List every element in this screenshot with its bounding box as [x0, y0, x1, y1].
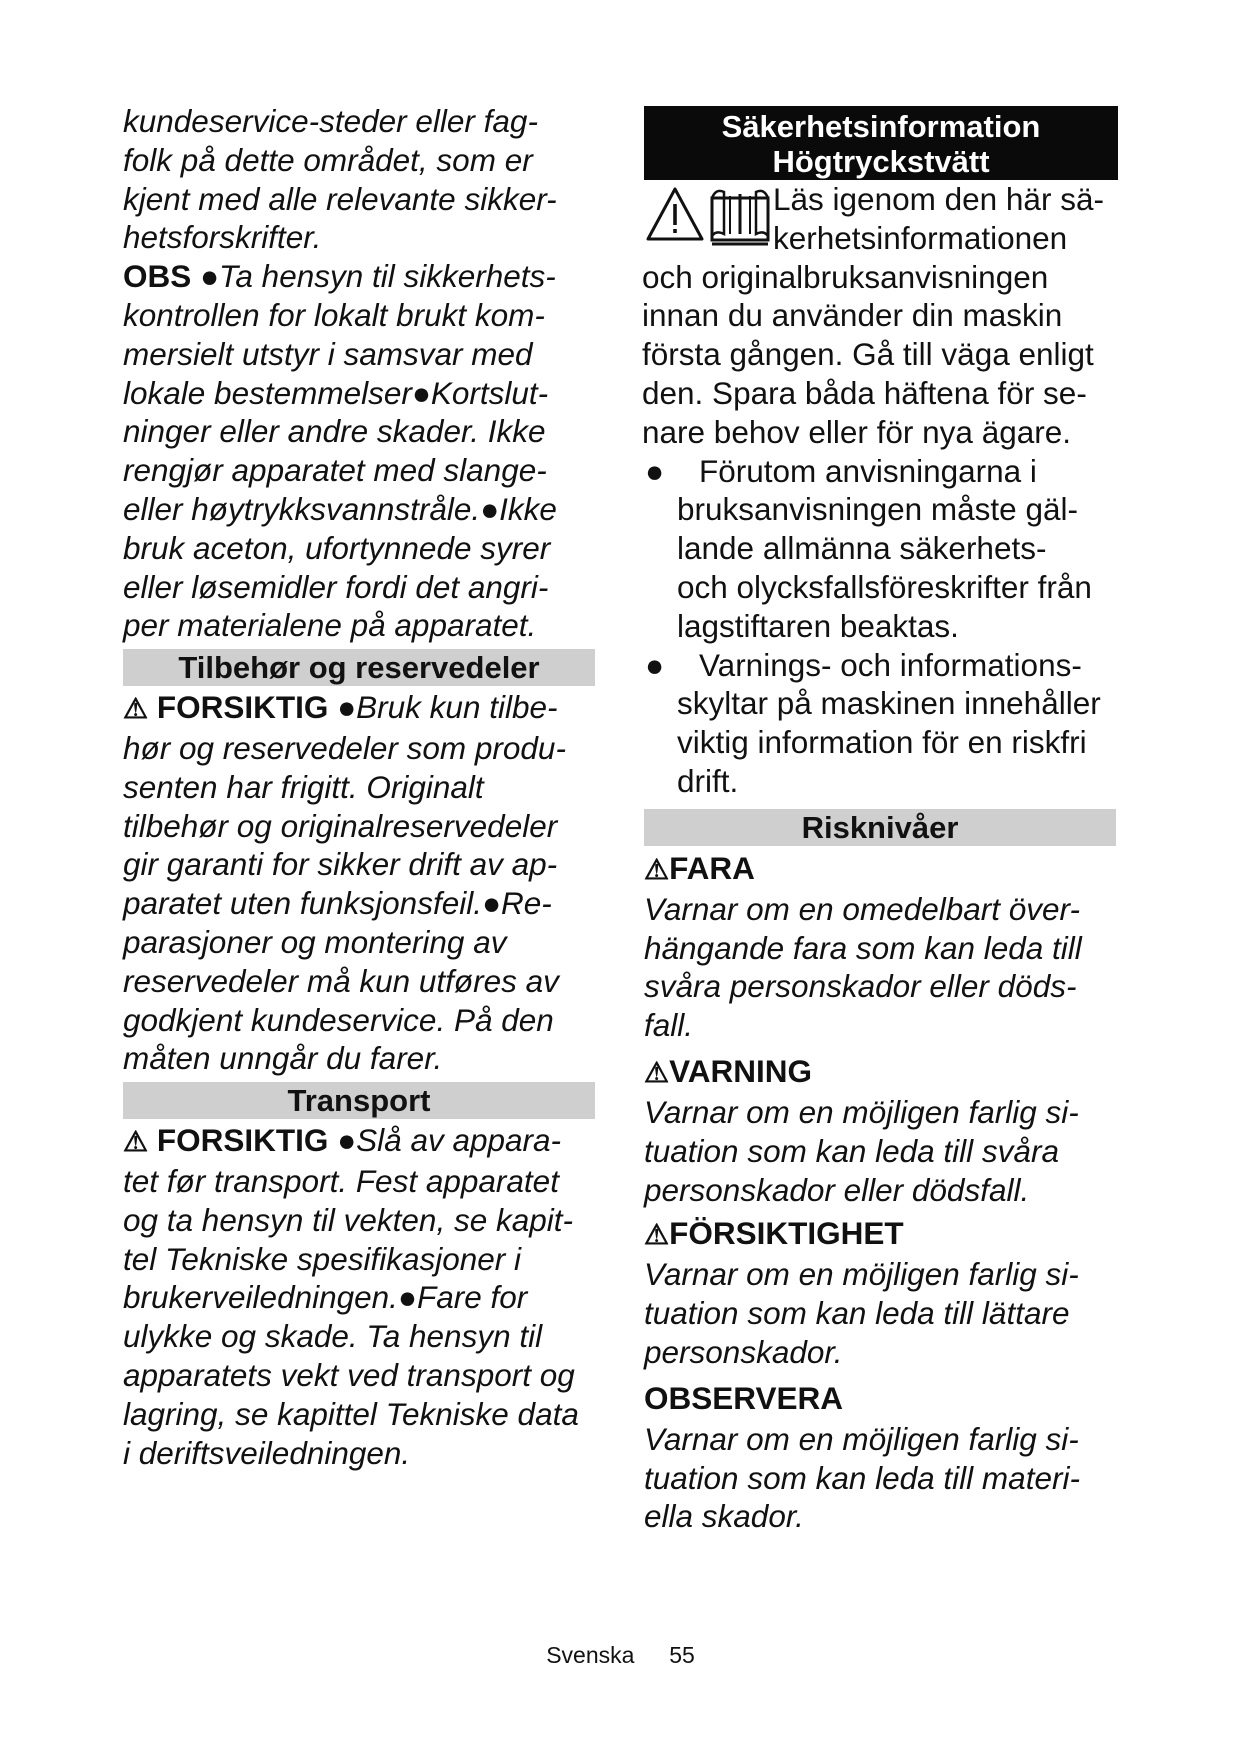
- text-line: tuation som kan leda till materi-: [644, 1459, 1080, 1496]
- risk-level-caution: [644, 1213, 1124, 1371]
- text-line: Läs igenom den här sä-: [773, 181, 1104, 217]
- text-line: Förutom anvisningarna i: [699, 452, 1037, 489]
- text-line: Varnar om en möjligen farlig si-: [644, 1256, 1079, 1293]
- text-line: reservedeler må kun utføres av: [123, 962, 559, 999]
- left-column: [123, 102, 603, 1472]
- text-line: og ta hensyn til vekten, se kapit-: [123, 1201, 573, 1238]
- text-line: ninger eller andre skader. Ikke: [123, 413, 546, 450]
- risk-level-title: ⚠VARNING: [644, 1052, 813, 1089]
- bullet-icon: ●: [645, 646, 665, 683]
- text-line: måten unngår du farer.: [123, 1040, 443, 1077]
- section-heading-transport: Transport: [123, 1082, 595, 1119]
- warning-icon: ⚠: [123, 1126, 149, 1158]
- text-line: parasjoner og montering av: [123, 923, 507, 960]
- text-line: tuation som kan leda till svåra: [644, 1132, 1059, 1169]
- text-line: paratet uten funksjonsfeil.●Re-: [123, 885, 552, 922]
- text-line: personskador.: [644, 1333, 843, 1370]
- text-line: i deriftsveiledningen.: [123, 1434, 411, 1471]
- list-item: [644, 646, 1124, 801]
- section-heading-safety-info: [644, 106, 1118, 180]
- text-line: fall.: [644, 1007, 694, 1044]
- risk-level-text: [644, 1255, 1124, 1371]
- text-line: OBS ●Ta hensyn til sikkerhets-: [123, 258, 556, 295]
- text-line: godkjent kundeservice. På den: [123, 1001, 554, 1038]
- risk-level-danger: [644, 848, 1124, 1045]
- text-line: eller høytrykksvannstråle.●Ikke: [123, 490, 557, 527]
- page-number: 55: [669, 1642, 695, 1668]
- text-line: bruk aceton, ufortynnede syrer: [123, 529, 551, 566]
- text-line: kundeservice-steder eller fag-: [123, 103, 538, 139]
- risk-level-notice: [644, 1378, 1124, 1536]
- text-line: hängande fara som kan leda till: [644, 929, 1082, 966]
- text-line: lande allmänna säkerhets-: [677, 530, 1047, 567]
- text-line: hør og reservedeler som produ-: [123, 729, 566, 766]
- caution-label: FORSIKTIG: [156, 689, 329, 726]
- risk-level-text: [644, 890, 1124, 1045]
- text-line: tilbehør og originalreservedeler: [123, 807, 558, 844]
- text-line: och olycksfallsföreskrifter från: [677, 568, 1092, 605]
- text-line: tel Tekniske spesifikasjoner i: [123, 1240, 522, 1277]
- text-line: tet før transport. Fest apparatet: [123, 1162, 559, 1199]
- text-line: bruksanvisningen måste gäl-: [677, 491, 1078, 528]
- text-line: personskador eller dödsfall.: [644, 1171, 1030, 1208]
- text-line: skyltar på maskinen innehåller: [677, 685, 1101, 722]
- text-line: rengjør apparatet med slange-: [123, 452, 547, 489]
- risk-level-warning: [644, 1051, 1124, 1209]
- text-line: viktig information för en riskfri: [677, 724, 1087, 761]
- risk-level-title: OBSERVERA: [644, 1379, 843, 1416]
- text-line: lagring, se kapittel Tekniske data: [123, 1395, 579, 1432]
- text-line: brukerveiledningen.●Fare for: [123, 1279, 528, 1316]
- text-line: nare behov eller för nya ägare.: [642, 413, 1072, 450]
- text-line: ulykke og skade. Ta hensyn til: [123, 1318, 543, 1355]
- risk-level-title: ⚠FÖRSIKTIGHET: [644, 1215, 904, 1252]
- text-line: per materialene på apparatet.: [123, 607, 537, 644]
- bullet-icon: ●: [645, 452, 665, 489]
- warning-manual-icon: [644, 184, 774, 256]
- text-line: och originalbruksanvisningen: [642, 258, 1049, 295]
- warning-icon: ⚠: [123, 693, 149, 725]
- text-line: tuation som kan leda till lättare: [644, 1295, 1070, 1332]
- right-column: [644, 106, 1124, 1536]
- section-heading-risk-levels: Risknivåer: [644, 809, 1116, 846]
- text-line: lokale bestemmelser●Kortslut-: [123, 374, 549, 411]
- text-line: hetsforskrifter.: [123, 219, 322, 256]
- list-item: [644, 452, 1124, 646]
- text-line: svåra personskador eller döds-: [644, 968, 1077, 1005]
- text-line: Varnar om en möjligen farlig si-: [644, 1420, 1079, 1457]
- page-footer: [0, 1642, 1241, 1669]
- manual-book-icon: [712, 191, 768, 244]
- text-line: innan du använder din maskin: [642, 297, 1063, 334]
- risk-level-title: ⚠FARA: [644, 849, 755, 886]
- text-line: kontrollen for lokalt brukt kom-: [123, 296, 545, 333]
- text-line: folk på dette området, som er: [123, 141, 533, 178]
- warning-icon: ⚠: [644, 1056, 670, 1088]
- warning-triangle-icon: [648, 189, 702, 239]
- heading-line: Högtryckstvätt: [772, 144, 990, 179]
- obs-notice: [123, 257, 603, 645]
- text-line: ⚠ FORSIKTIG ●Slå av appara-: [123, 1122, 562, 1159]
- text-line: apparatets vekt ved transport og: [123, 1356, 575, 1393]
- text-line: ⚠ FORSIKTIG ●Bruk kun tilbe-: [123, 689, 558, 726]
- text-line: kjent med alle relevante sikker-: [123, 180, 557, 217]
- heading-line: Säkerhetsinformation: [721, 109, 1041, 144]
- warning-icon: ⚠: [644, 1219, 670, 1251]
- text-line: ella skador.: [644, 1498, 804, 1535]
- text-line: Varnings- och informations-: [699, 646, 1082, 683]
- text-line: första gången. Gå till väga enligt: [642, 336, 1094, 373]
- transport-caution: [123, 1121, 603, 1472]
- warning-icon: ⚠: [644, 853, 670, 885]
- safety-intro: [644, 180, 1124, 452]
- risk-level-text: [644, 1093, 1124, 1209]
- text-line: mersielt utstyr i samsvar med: [123, 335, 533, 372]
- text-line: Varnar om en omedelbart över-: [644, 890, 1080, 927]
- text-line: drift.: [677, 762, 739, 799]
- text-line: Varnar om en möjligen farlig si-: [644, 1093, 1079, 1130]
- caution-label: FORSIKTIG: [156, 1122, 329, 1159]
- text-line: senten har frigitt. Originalt: [123, 768, 484, 805]
- risk-level-text: [644, 1420, 1124, 1536]
- text-line: den. Spara båda häftena för se-: [642, 374, 1087, 411]
- text-line: eller løsemidler fordi det angri-: [123, 568, 549, 605]
- text-line: kerhetsinformationen: [773, 219, 1068, 256]
- obs-label: OBS: [123, 258, 192, 295]
- accessories-caution: [123, 688, 603, 1078]
- text-line: lagstiftaren beaktas.: [677, 607, 959, 644]
- text-line: gir garanti for sikker drift av ap-: [123, 846, 558, 883]
- intro-paragraph: [123, 102, 603, 257]
- section-heading-accessories: Tilbehør og reservedeler: [123, 649, 595, 686]
- footer-language: Svenska: [546, 1642, 635, 1668]
